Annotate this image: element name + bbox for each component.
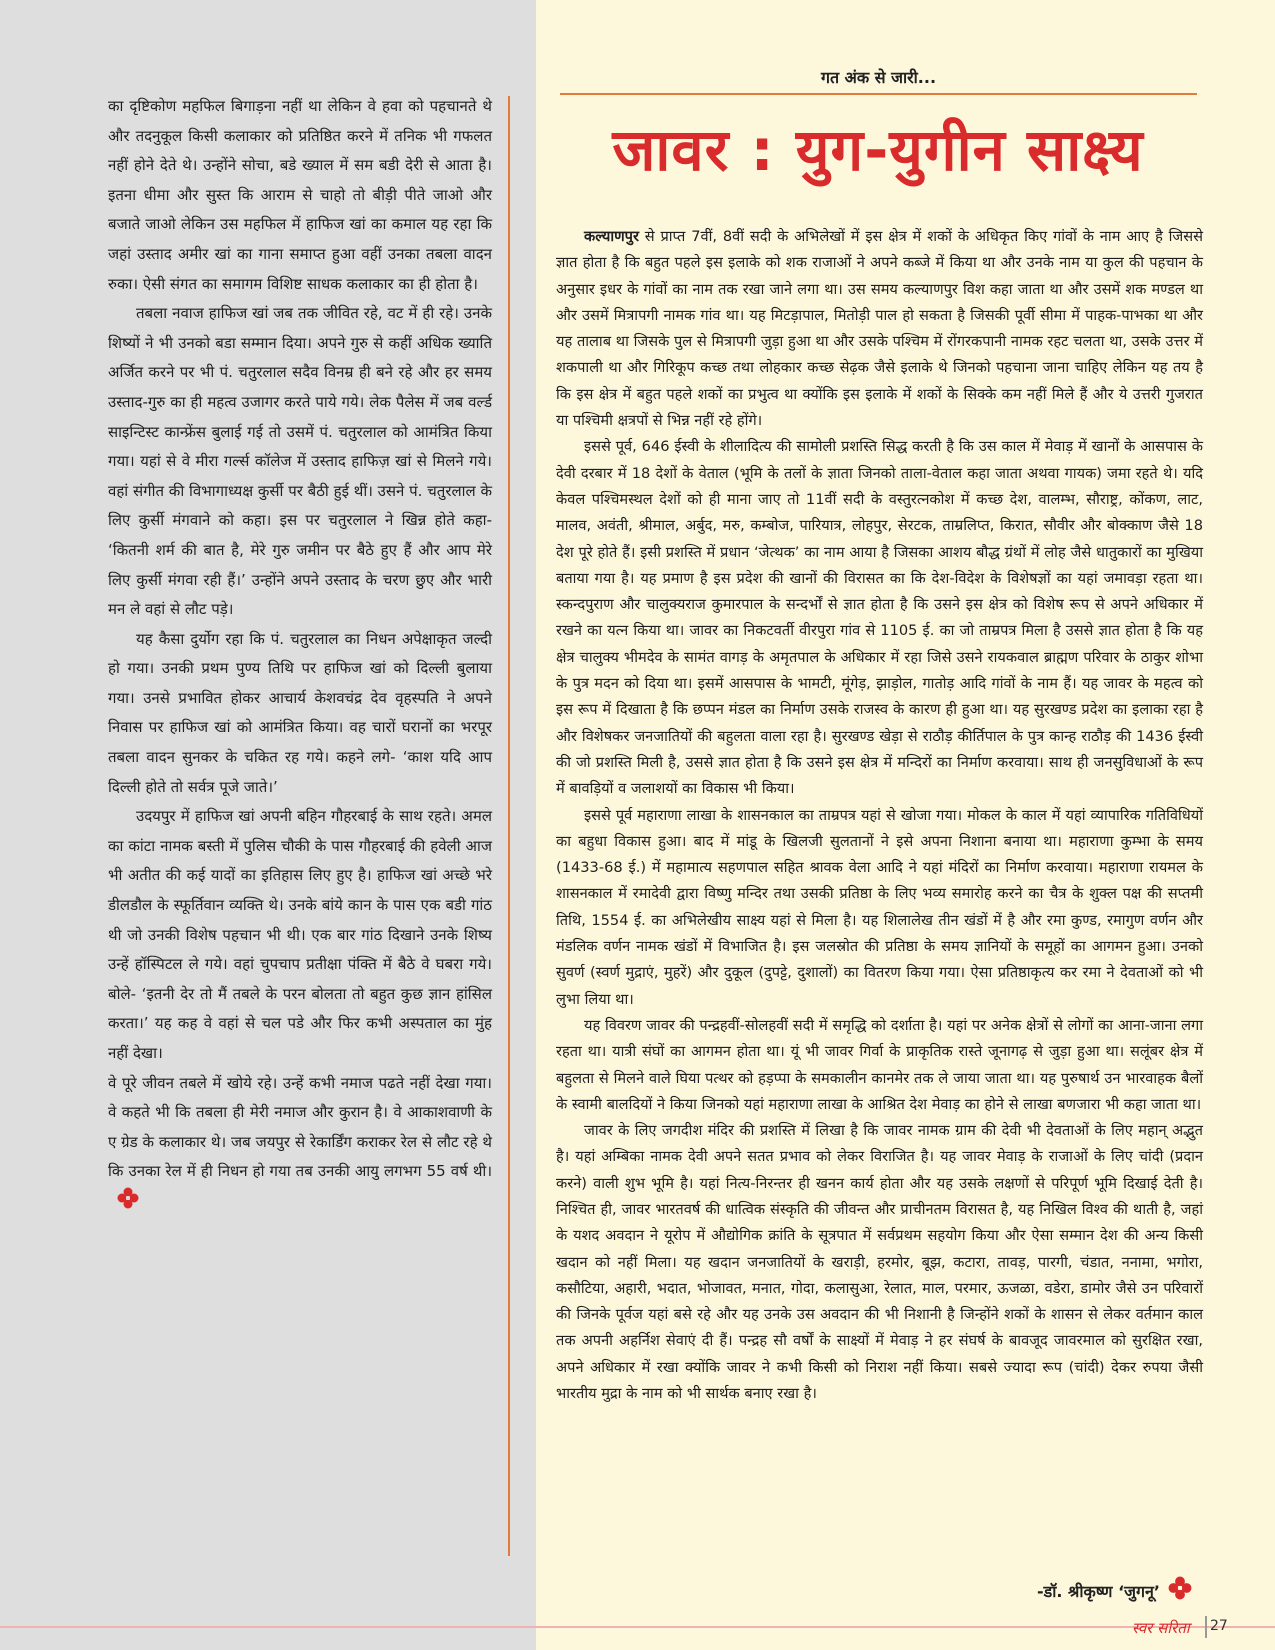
- footer-rule: [0, 1626, 1275, 1628]
- left-column-text: [108, 92, 492, 1217]
- article-body: [556, 224, 1203, 1407]
- page-number: 27: [1210, 1618, 1228, 1634]
- end-flower-icon: [114, 1187, 142, 1215]
- column-divider: [508, 96, 510, 1556]
- article-paragraph: जावर के लिए जगदीश मंदिर की प्रशस्ति में लिखा है कि जावर नामक ग्राम की देवी भी देवताओं के लिए महान् अद्भुत है। यहां अम्बिका नामक देवी अपने सतत प्रभाव को लेकर विराजित है। यह जावर मेवाड़ के राजाओं के लिए चांदी (प्रदान करने) वाली शुभ भूमि है। यहां नित्य-निरन्तर ही खनन कार्य होता और यह उसके लक्षणों से परिपूर्ण भूमि दिखाई देती है। निश्चित ही, जावर भारतवर्ष की धात्विक संस्कृति की जीवन्त और प्राचीनतम विरासत है, यह निखिल विश्व की थाती है, जहां के यशद अवदान ने यूरोप में औद्योगिक क्रांति के सूत्रपात में सर्वप्रथम सहयोग किया और ऐसा सम्मान देश की अन्य किसी खदान को नहीं मिला। यह खदान जनजातियों के खराड़ी, हरमोर, बूझ, कटारा, तावड़, पारगी, चंडात, ननामा, भगोरा, कसौटिया, अहारी, भदात, भोजावत, मनात, गोदा, कलासुआ, रेलात, माल, परमार, ऊजळा, वडेरा, डामोर जैसे उन परिवारों की जिनके पूर्वज यहां बसे रहे और यह उनके उस अवदान की भी निशानी है जिन्होंने शकों के शासन से लेकर वर्तमान काल तक अपनी अहर्निश सेवाएं दी हैं। पन्द्रह सौ वर्षों के साक्ष्यों में मेवाड़ ने हर संघर्ष के बावजूद जावरमाल को सुरक्षित रखा, अपने अधिकार में रखा क्योंकि जावर ने कभी किसी को निराश नहीं किया। सबसे ज्यादा रूप (चांदी) देकर रुपया जैसी भारतीय मुद्रा के नाम को भी सार्थक बनाए रखा है।: [556, 1122, 1203, 1403]
- article-paragraph: इससे पूर्व, 646 ईस्वी के शीलादित्य की सामोली प्रशस्ति सिद्ध करती है कि उस काल में मेवाड़ में खानों के आसपास के देवी दरबार में 18 देशों के वेताल (भूमि के तलों के ज्ञाता जिनको ताला-वेताल कहा जाता अथवा गायक) जमा रहते थे। यदि केवल पश्चिमस्थल देशों को ही माना जाए तो 11वीं सदी के वस्तुरत्नकोश में कच्छ देश, वालम्भ, सौराष्ट्र, कोंकण, लाट, मालव, अवंती, श्रीमाल, अर्बुद, मरु, कम्बोज, पारियात्र, लोहपुर, सेरटक, ताम्रलिप्त, किरात, सौवीर और बोक्काण जैसे 18 देश पूरे होते हैं। इसी प्रशस्ति में प्रधान ‘जेत्थक’ का नाम आया है जिसका आशय बौद्ध ग्रंथों में लोह जैसे धातुकारों का मुखिया बताया गया है। यह प्रमाण है इस प्रदेश की खानों की विरासत का कि देश-विदेश के विशेषज्ञों का यहां जमावड़ा रहता था। स्कन्दपुराण और चालुक्यराज कुमारपाल के सन्दर्भों से ज्ञात होता है कि उसने इस क्षेत्र को विशेष रूप से अपने अधिकार में रखने का यत्न किया था। जावर का निकटवर्ती वीरपुरा गांव से 1105 ई. का जो ताम्रपत्र मिला है उससे ज्ञात होता है कि यह क्षेत्र चालुक्य भीमदेव के सामंत वागड़ के अमृतपाल के अधिकार में रहा जिसे उसने रायकवाल ब्राह्मण परिवार के ठाकुर शोभा के पुत्र मदन को दिया था। इसमें आसपास के भामटी, मूंगेड़, झाड़ोल, गातोड़ आदि गांवों के नाम हैं। यह जावर के महत्व को इस रूप में दिखाता है कि छप्पन मंडल का निर्माण उसके राजस्व के कारण ही हुआ था। यह सुरखण्ड प्रदेश का इलाका रहा है और विशेषकर जनजातियों की बहुलता वाला रहा है। सुरखण्ड खेड़ा से राठौड़ कीर्तिपाल के पुत्र कान्ह राठौड़ की 1436 ईस्वी की जो प्रशस्ति मिली है, उससे ज्ञात होता है कि उसने इस क्षेत्र में मन्दिरों का निर्माण करवाया। साथ ही जनसुविधाओं के रूप में बावड़ियों व जलाशयों का विकास भी किया।: [556, 438, 1203, 798]
- header-rule: [560, 93, 1197, 95]
- left-paragraph: उदयपुर में हाफिज खां अपनी बहिन गौहरबाई के साथ रहते। अमल का कांटा नामक बस्ती में पुलिस चौकी के पास गौहरबाई की हवेली आज भी अतीत की कई यादों का इतिहास लिए हुए है। हाफिज खां अच्छे भरे डीलडौल के स्फूर्तिवान व्यक्ति थे। उनके बांये कान के पास एक बडी गांठ थी जो उनकी विशेष पहचान भी थी। एक बार गांठ दिखाने उनके शिष्य उन्हें हॉस्पिटल ले गये। वहां चुपचाप प्रतीक्षा पंक्ति में बैठे वे घबरा गये। बोले- ‘इतनी देर तो मैं तबले के परन बोलता तो बहुत कुछ ज्ञान हांसिल करता।’ यह कह वे वहां से चल पडे और फिर कभी अस्पताल का मुंह नहीं देखा।: [108, 807, 492, 1062]
- continued-label: गत अंक से जारी...: [820, 68, 937, 87]
- article-paragraph: इससे पूर्व महाराणा लाखा के शासनकाल का ताम्रपत्र यहां से खोजा गया। मोकल के काल में यहां व्यापारिक गतिविधियों का बहुधा विकास हुआ। बाद में मांडू के खिलजी सुलतानों ने इसे अपना निशाना बनाया था। महाराणा कुम्भा के समय (1433-68 ई.) में महामात्य सहणपाल सहित श्रावक वेला आदि ने यहां मंदिरों का निर्माण करवाया। महाराणा रायमल के शासनकाल में रमादेवी द्वारा विष्णु मन्दिर तथा उसकी प्रतिष्ठा के लिए भव्य समारोह करने का चैत्र के शुक्ल पक्ष की सप्तमी तिथि, 1554 ई. का अभिलेखीय साक्ष्य यहां से मिला है। यह शिलालेख तीन खंडों में है और रमा कुण्ड, रमागुण वर्णन और मंडलिक वर्णन नामक खंडों में विभाजित है। इस जलस्रोत की प्रतिष्ठा के समय ज्ञानियों के समूहों का आगमन हुआ। उनको सुवर्ण (स्वर्ण मुद्राएं, मुहरें) और दुकूल (दुपट्टे, दुशालों) का वितरण किया गया। ऐसा प्रतिष्ठाकृत्य कर रमा ने देवताओं को भी लुभा लिया था।: [556, 806, 1203, 1008]
- left-paragraph: यह कैसा दुर्योग रहा कि पं. चतुरलाल का निधन अपेक्षाकृत जल्दी हो गया। उनकी प्रथम पुण्य तिथि पर हाफिज खां को दिल्ली बुलाया गया। उनसे प्रभावित होकर आचार्य केशवचंद्र देव वृहस्पति ने अपने निवास पर हाफिज खां को आमंत्रित किया। वह चारों घरानों का भरपूर तबला वादन सुनकर के चकित रह गये। कहने लगे- ‘काश यदि आप दिल्ली होते तो सर्वत्र पूजे जाते।’: [108, 629, 492, 796]
- article-lead-paragraph: [556, 224, 1203, 434]
- article-title: जावर : युग-युगीन साक्ष्य: [612, 116, 1144, 184]
- lead-word: कल्याणपुर: [584, 228, 639, 245]
- article-paragraph: यह विवरण जावर की पन्द्रहवीं-सोलहवीं सदी में समृद्धि को दर्शाता है। यहां पर अनेक क्षेत्रों से लोगों का आना-जाना लगा रहता था। यात्री संघों का आगमन होता था। यूं भी जावर गिर्वा के प्राकृतिक रास्ते जूनागढ़ से जुड़ा हुआ था। सलूंबर क्षेत्र में बहुलता से मिलने वाले घिया पत्थर को हड़प्पा के समकालीन कानमेर तक ले जाया जाता था। यह पुरुषार्थ उन भारवाहक बैलों के स्वामी बालदियों ने किया जिनको यहां महाराणा लाखा के आश्रित देश मेवाड़ का होने से लाखा बणजारा भी कहा जाता था।: [556, 1016, 1203, 1113]
- author-flower-icon: [1166, 1576, 1194, 1604]
- magazine-name: स्वर सरिता: [1132, 1619, 1190, 1637]
- left-paragraph: तबला नवाज हाफिज खां जब तक जीवित रहे, वट में ही रहे। उनके शिष्यों ने भी उनको बडा सम्मान दिया। अपने गुरु से कहीं अधिक ख्याति अर्जित करने पर भी पं. चतुरलाल सदैव विनम्र ही बने रहे और हर समय उस्ताद-गुरु का ही महत्व उजागर करते पाये गये। लेक पैलेस में जब वर्ल्ड साइन्टिस्ट कान्फ्रेंस बुलाई गई तो उसमें पं. चतुरलाल को आमंत्रित किया गया। यहां से वे मीरा गर्ल्स कॉलेज में उस्ताद हाफिज़ खां से मिलने गये। वहां संगीत की विभागाध्यक्ष कुर्सी पर बैठी हुई थीं। उसने पं. चतुरलाल के लिए कुर्सी मंगवाने को कहा। इस पर चतुरलाल ने खिन्न होते कहा- ‘कितनी शर्म की बात है, मेरे गुरु जमीन पर बैठे हुए हैं और आप मेरे लिए कुर्सी मंगवा रही हैं।’ उन्होंने अपने उस्ताद के चरण छुए और भारी मन ले वहां से लौट पड़े।: [108, 304, 492, 619]
- left-paragraph: का दृष्टिकोण महफिल बिगाड़ना नहीं था लेकिन वे हवा को पहचानते थे और तदनुकूल किसी कलाकार को प्रतिष्ठित करने में तनिक भी गफलत नहीं होने देते थे। उन्होंने सोचा, बडे ख्याल में सम बडी देरी से आता है। इतना धीमा और सुस्त कि आराम से चाहो तो बीड़ी पीते जाओ और बजाते जाओ लेकिन उस महफिल में हाफिज खां का कमाल यह रहा कि जहां उस्ताद अमीर खां का गाना समाप्त हुआ वहीं उनका तबला वादन रुका। ऐसी संगत का समागम विशिष्ट साधक कलाकार का ही होता है।: [108, 97, 492, 293]
- left-paragraph: वे पूरे जीवन तबले में खोये रहे। उन्हें कभी नमाज पढते नहीं देखा गया। वे कहते भी कि तबला ही मेरी नमाज और कुरान है। वे आकाशवाणी के ए ग्रेड के कलाकार थे। जब जयपुर से रेकार्डिंग कराकर रेल से लौट रहे थे कि उनका रेल में ही निधन हो गया तब उनकी आयु लगभग 55 वर्ष थी।: [108, 1073, 492, 1181]
- page-separator: [1205, 1616, 1207, 1638]
- author-credit: -डॉ. श्रीकृष्ण ‘जुगनू’: [1037, 1582, 1160, 1601]
- lead-text: से प्राप्त 7वीं, 8वीं सदी के अभिलेखों में इस क्षेत्र में शकों के अधिकृत किए गांवों के नाम आए है जिससे ज्ञात होता है कि बहुत पहले इस इलाके को शक राजाओं ने अपने कब्जे में किया था और उनके नाम या कुल की पहचान के अनुसार इधर के गांवों का नाम तक रखा जाने लगा था। उस समय कल्याणपुर विश कहा जाता था और उसमें शक मण्डल था और उसमें मित्रापगी नामक गांव था। यह मिटड़ापाल, मितोड़ी पाल हो सकता है जिसकी पूर्वी सीमा में पाहक-पाभका था और यह तालाब था जिसके पुल से मित्रापगी जुड़ा हुआ था और उसके पश्चिम में रोंगरकपानी नामक रहट चलता था, उसके उत्तर में शकपाली था और गिरिकूप कच्छ तथा लोहकार कच्छ सेढ़क जैसे इलाके थे जिनको पहचाना जाना चाहिए लेकिन यह तय है कि इस क्षेत्र में बहुत पहले शकों का प्रभुत्व था क्योंकि इस इलाके में शकों के सिक्के कम नहीं मिले हैं और ये उत्तरी गुजरात या पश्चिमी क्षत्रपों से भिन्न नहीं रहे होंगे।: [556, 228, 1203, 430]
